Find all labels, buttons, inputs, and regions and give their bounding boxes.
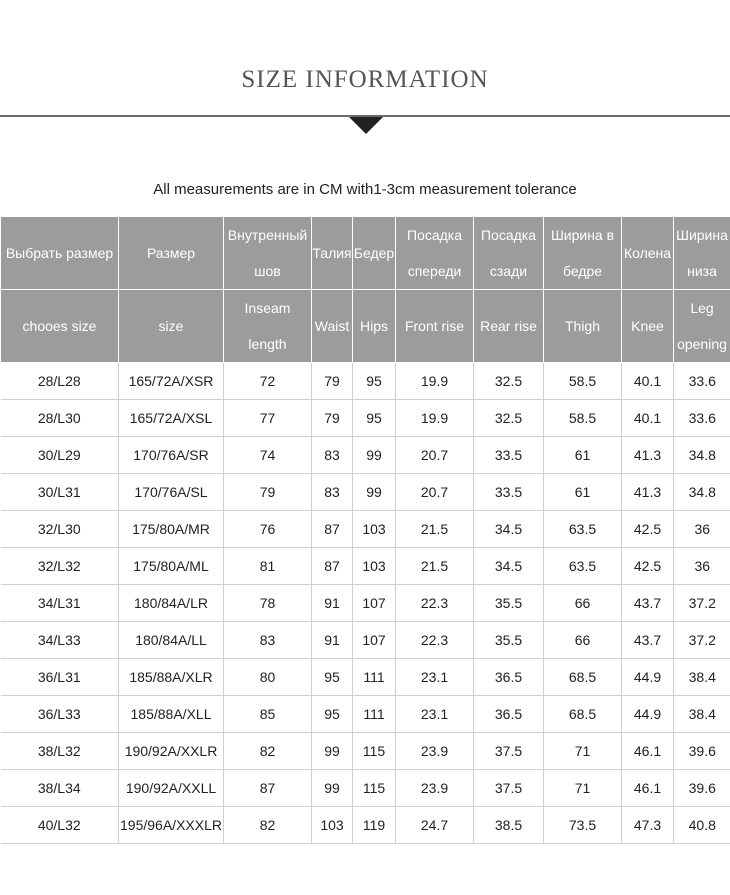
table-cell: 111 [353, 696, 396, 733]
table-cell: 61 [544, 474, 622, 511]
page-title: SIZE INFORMATION [241, 66, 489, 93]
table-cell: 99 [312, 733, 353, 770]
table-cell: 36/L33 [1, 696, 119, 733]
table-row [1, 622, 730, 659]
table-row [1, 696, 730, 733]
header-cell: Колена [622, 217, 674, 290]
table-row [1, 659, 730, 696]
table-cell: 190/92A/XXLL [119, 770, 224, 807]
table-cell: 32/L32 [1, 548, 119, 585]
header-cell: Талия [312, 217, 353, 290]
table-cell: 24.7 [396, 807, 474, 844]
table-cell: 83 [224, 622, 312, 659]
table-cell: 40.8 [674, 807, 730, 844]
header-cell: Knee [622, 290, 674, 363]
table-cell: 58.5 [544, 363, 622, 400]
table-row [1, 548, 730, 585]
table-cell: 36 [674, 511, 730, 548]
table-cell: 68.5 [544, 696, 622, 733]
table-cell: 40/L32 [1, 807, 119, 844]
table-row [1, 363, 730, 400]
header-cell: Бедер [353, 217, 396, 290]
table-row [1, 585, 730, 622]
header-cell: Размер [119, 217, 224, 290]
table-cell: 19.9 [396, 400, 474, 437]
table-row [1, 807, 730, 844]
table-cell: 91 [312, 622, 353, 659]
table-cell: 42.5 [622, 511, 674, 548]
table-cell: 170/76A/SL [119, 474, 224, 511]
table-cell: 99 [353, 437, 396, 474]
table-cell: 91 [312, 585, 353, 622]
measurement-note: All measurements are in CM with1-3cm measurement tolerance [153, 181, 577, 198]
table-cell: 34/L33 [1, 622, 119, 659]
table-row [1, 511, 730, 548]
table-cell: 180/84A/LL [119, 622, 224, 659]
table-cell: 63.5 [544, 511, 622, 548]
table-cell: 40.1 [622, 363, 674, 400]
header-cell: size [119, 290, 224, 363]
table-cell: 87 [312, 548, 353, 585]
table-cell: 83 [312, 474, 353, 511]
table-cell: 95 [312, 659, 353, 696]
header-cell: Hips [353, 290, 396, 363]
table-row [1, 437, 730, 474]
table-cell: 28/L30 [1, 400, 119, 437]
table-cell: 41.3 [622, 437, 674, 474]
table-cell: 73.5 [544, 807, 622, 844]
table-cell: 111 [353, 659, 396, 696]
table-cell: 103 [353, 511, 396, 548]
table-row [1, 733, 730, 770]
table-cell: 42.5 [622, 548, 674, 585]
table-cell: 37.5 [474, 770, 544, 807]
table-cell: 79 [224, 474, 312, 511]
table-cell: 190/92A/XXLR [119, 733, 224, 770]
table-cell: 85 [224, 696, 312, 733]
table-cell: 66 [544, 585, 622, 622]
table-cell: 38.5 [474, 807, 544, 844]
table-cell: 35.5 [474, 622, 544, 659]
table-cell: 119 [353, 807, 396, 844]
table-cell: 36.5 [474, 696, 544, 733]
table-cell: 77 [224, 400, 312, 437]
table-cell: 82 [224, 807, 312, 844]
table-cell: 87 [312, 511, 353, 548]
table-cell: 82 [224, 733, 312, 770]
table-cell: 22.3 [396, 622, 474, 659]
header-cell: Посадка спереди [396, 217, 474, 290]
table-cell: 40.1 [622, 400, 674, 437]
table-cell: 37.2 [674, 622, 730, 659]
table-cell: 30/L31 [1, 474, 119, 511]
header-cell: Front rise [396, 290, 474, 363]
table-cell: 95 [353, 363, 396, 400]
table-cell: 38.4 [674, 696, 730, 733]
size-chart-table [0, 216, 730, 844]
table-cell: 185/88A/XLL [119, 696, 224, 733]
table-cell: 36.5 [474, 659, 544, 696]
header-cell: Ширина в бедре [544, 217, 622, 290]
table-cell: 23.9 [396, 770, 474, 807]
table-cell: 34.8 [674, 474, 730, 511]
header-cell: chooes size [1, 290, 119, 363]
table-cell: 44.9 [622, 659, 674, 696]
table-cell: 95 [353, 400, 396, 437]
table-cell: 34.5 [474, 548, 544, 585]
table-cell: 103 [312, 807, 353, 844]
table-cell: 79 [312, 363, 353, 400]
table-cell: 32.5 [474, 400, 544, 437]
table-cell: 165/72A/XSR [119, 363, 224, 400]
table-cell: 195/96A/XXXLR [119, 807, 224, 844]
table-cell: 38/L34 [1, 770, 119, 807]
table-cell: 23.9 [396, 733, 474, 770]
table-cell: 46.1 [622, 770, 674, 807]
table-cell: 165/72A/XSL [119, 400, 224, 437]
table-cell: 22.3 [396, 585, 474, 622]
table-cell: 107 [353, 622, 396, 659]
table-cell: 34.8 [674, 437, 730, 474]
table-cell: 39.6 [674, 733, 730, 770]
table-cell: 32.5 [474, 363, 544, 400]
table-cell: 71 [544, 733, 622, 770]
table-cell: 180/84A/LR [119, 585, 224, 622]
table-cell: 23.1 [396, 659, 474, 696]
table-cell: 41.3 [622, 474, 674, 511]
table-row [1, 400, 730, 437]
table-cell: 71 [544, 770, 622, 807]
table-cell: 44.9 [622, 696, 674, 733]
table-cell: 66 [544, 622, 622, 659]
table-cell: 87 [224, 770, 312, 807]
table-cell: 79 [312, 400, 353, 437]
table-cell: 20.7 [396, 474, 474, 511]
table-cell: 36/L31 [1, 659, 119, 696]
table-cell: 68.5 [544, 659, 622, 696]
table-cell: 43.7 [622, 622, 674, 659]
table-cell: 19.9 [396, 363, 474, 400]
table-cell: 33.6 [674, 363, 730, 400]
table-cell: 107 [353, 585, 396, 622]
table-cell: 39.6 [674, 770, 730, 807]
table-cell: 38.4 [674, 659, 730, 696]
header-cell: Выбрать размер [1, 217, 119, 290]
table-cell: 35.5 [474, 585, 544, 622]
table-cell: 30/L29 [1, 437, 119, 474]
table-cell: 115 [353, 733, 396, 770]
table-cell: 20.7 [396, 437, 474, 474]
table-cell: 80 [224, 659, 312, 696]
table-cell: 58.5 [544, 400, 622, 437]
table-cell: 33.5 [474, 474, 544, 511]
table-cell: 95 [312, 696, 353, 733]
table-cell: 185/88A/XLR [119, 659, 224, 696]
header-cell: Waist [312, 290, 353, 363]
table-cell: 37.2 [674, 585, 730, 622]
table-cell: 175/80A/MR [119, 511, 224, 548]
header-cell: Leg opening [674, 290, 730, 363]
table-cell: 38/L32 [1, 733, 119, 770]
table-cell: 34/L31 [1, 585, 119, 622]
table-cell: 36 [674, 548, 730, 585]
table-cell: 78 [224, 585, 312, 622]
header-row-russian [1, 217, 730, 290]
table-cell: 83 [312, 437, 353, 474]
table-cell: 99 [312, 770, 353, 807]
header-cell: Rear rise [474, 290, 544, 363]
down-arrow-icon [349, 117, 383, 134]
table-cell: 170/76A/SR [119, 437, 224, 474]
table-cell: 21.5 [396, 511, 474, 548]
header-row-english [1, 290, 730, 363]
table-cell: 103 [353, 548, 396, 585]
table-cell: 32/L30 [1, 511, 119, 548]
header-cell: Посадка сзади [474, 217, 544, 290]
table-cell: 23.1 [396, 696, 474, 733]
table-cell: 34.5 [474, 511, 544, 548]
header-cell: Внутренный шов [224, 217, 312, 290]
table-row [1, 474, 730, 511]
table-cell: 33.6 [674, 400, 730, 437]
table-cell: 72 [224, 363, 312, 400]
table-cell: 115 [353, 770, 396, 807]
table-cell: 33.5 [474, 437, 544, 474]
header-cell: Thigh [544, 290, 622, 363]
table-cell: 46.1 [622, 733, 674, 770]
header-cell: Ширина низа [674, 217, 730, 290]
table-cell: 175/80A/ML [119, 548, 224, 585]
table-cell: 37.5 [474, 733, 544, 770]
table-cell: 74 [224, 437, 312, 474]
header-cell: Inseam length [224, 290, 312, 363]
table-cell: 61 [544, 437, 622, 474]
table-cell: 21.5 [396, 548, 474, 585]
table-cell: 81 [224, 548, 312, 585]
table-row [1, 770, 730, 807]
table-cell: 28/L28 [1, 363, 119, 400]
table-cell: 99 [353, 474, 396, 511]
table-cell: 47.3 [622, 807, 674, 844]
table-cell: 63.5 [544, 548, 622, 585]
table-cell: 76 [224, 511, 312, 548]
table-cell: 43.7 [622, 585, 674, 622]
